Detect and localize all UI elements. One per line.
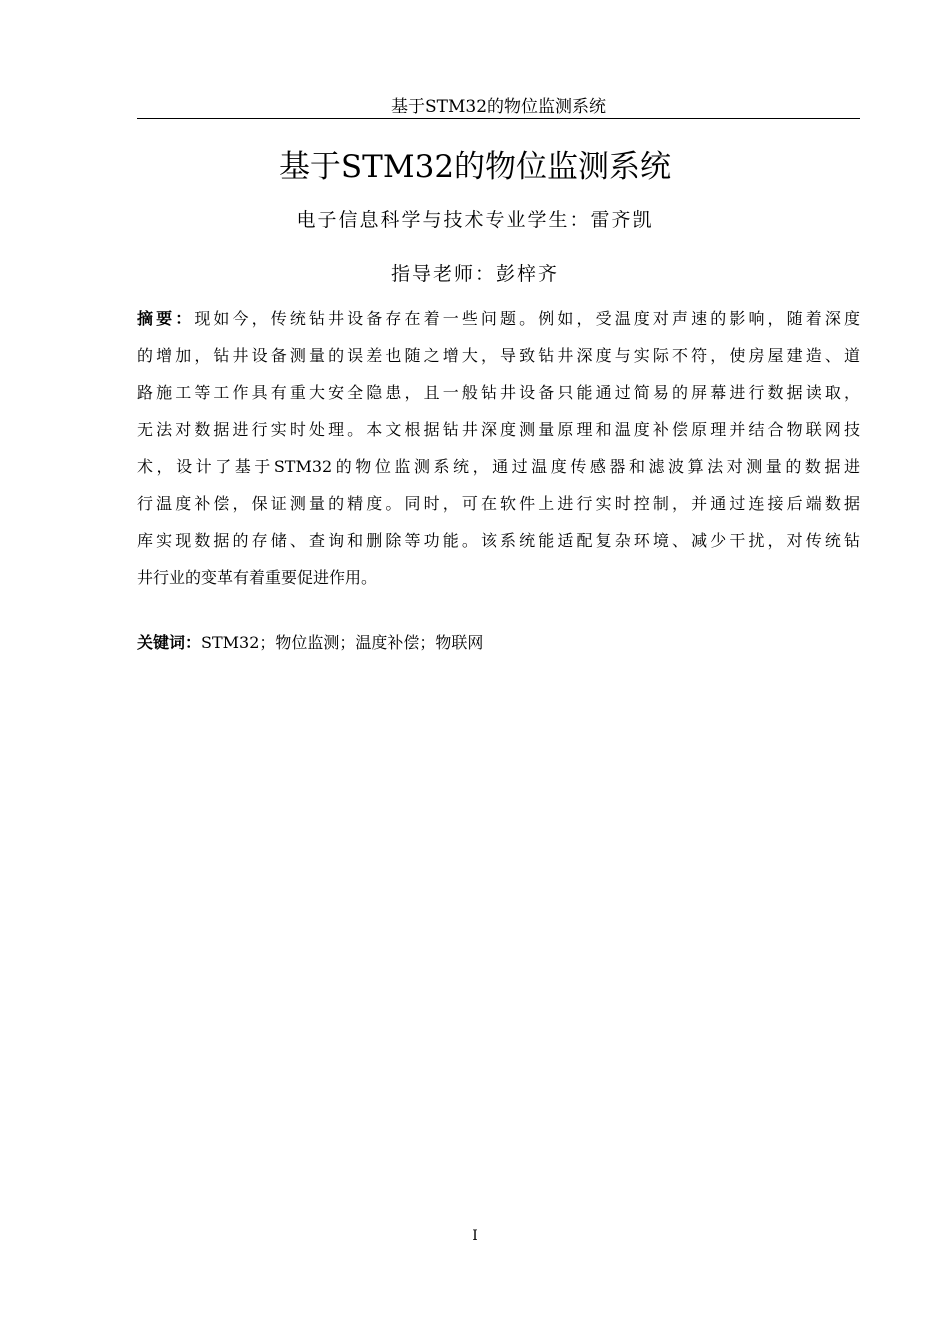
abstract-line: 行温度补偿，保证测量的精度。同时，可在软件上进行实时控制，并通过连接后端数据: [137, 494, 860, 513]
running-header: 基于STM32的物位监测系统: [390, 97, 607, 117]
abstract-line: [137, 307, 860, 344]
abstract-label: 摘要：: [137, 309, 195, 328]
keywords: [137, 630, 483, 653]
header-rule: [137, 118, 860, 119]
abstract-line: 的增加，钻井设备测量的误差也随之增大，导致钻井深度与实际不符，使房屋建造、道: [137, 346, 860, 365]
advisor-line: 指导老师：彭梓齐: [390, 263, 559, 285]
keywords-text: STM32；物位监测；温度补偿；物联网: [201, 633, 484, 652]
abstract-line: 库实现数据的存储、查询和删除等功能。该系统能适配复杂环境、减少干扰，对传统钻: [137, 531, 860, 550]
abstract-line: 术，设计了基于STM32的物位监测系统，通过温度传感器和滤波算法对测量的数据进: [137, 457, 860, 476]
page-number: I: [472, 1228, 478, 1244]
page-title: 基于STM32的物位监测系统: [278, 149, 672, 185]
abstract-line: 无法对数据进行实时处理。本文根据钻井深度测量原理和温度补偿原理并结合物联网技: [137, 420, 860, 439]
abstract-line: 路施工等工作具有重大安全隐患，且一般钻井设备只能通过简易的屏幕进行数据读取，: [137, 383, 860, 402]
abstract: [137, 307, 860, 603]
abstract-text: 现如今，传统钻井设备存在着一些问题。例如，受温度对声速的影响，随着深度: [194, 309, 860, 328]
abstract-line: 井行业的变革有着重要促进作用。: [137, 568, 378, 587]
keywords-label: 关键词：: [137, 633, 202, 652]
author-line: 电子信息科学与技术专业学生：雷齐凯: [296, 209, 654, 231]
